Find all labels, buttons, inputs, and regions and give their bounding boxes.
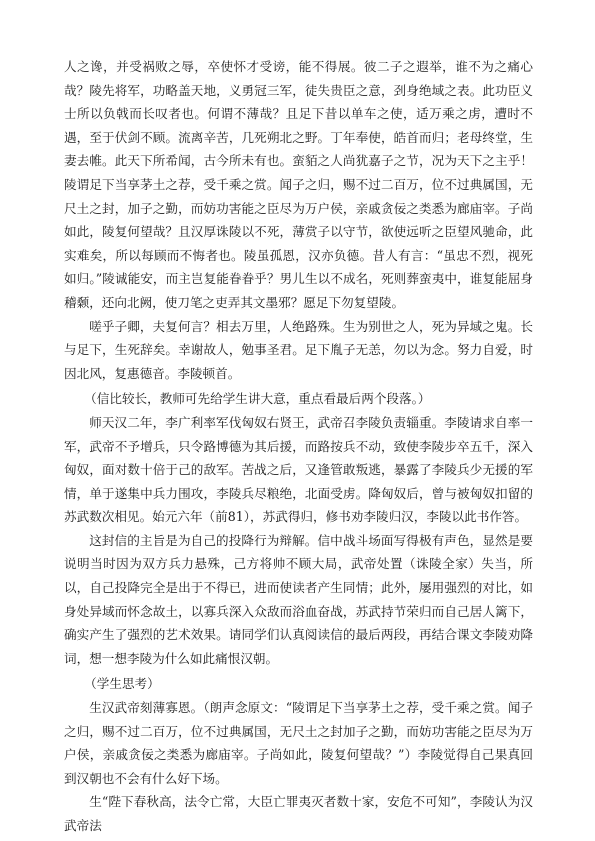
letter-closing-paragraph: 嗟乎子卿，夫复何言？相去万里，人绝路殊。生为别世之人，死为异域之鬼。长与足下，生死辞矣。幸谢故人，勉事圣君。足下胤子无恙，勿以为念。努力自爱，时因北风，复惠德音。李陵顿首。 [64, 318, 533, 381]
student-thinking-paragraph: （学生思考） [84, 676, 160, 692]
student-answer-paragraph: 生汉武帝刻薄寡恩。（朗声念原文：“陵谓足下当享茅土之荐，受千乘之赏。闻子之归，赐不过二百万，位不过典属国，无尺土之封加子之勤，而妨功害能之臣尽为万户侯，亲戚贪佞之类悉为廊庙宰。子尚如此，陵复何望哉？”）李陵觉得自己果真回到汉朝也不会有什么好下场。 [64, 700, 533, 786]
student-answer-paragraph-2: 生“陛下春秋高，法令亡常，大臣亡罪夷灭者数十家，安危不可知”，李陵认为汉武帝法 [64, 794, 533, 833]
background-paragraph: 师天汉二年，李广利率军伐匈奴右贤王，武帝召李陵负责辎重。李陵请求自率一军，武帝不予增兵，只令路博德为其后援，而路按兵不动，致使李陵步卒五千，深入匈奴，面对数十倍于己的敌军。苦战之后，又逢管敢叛逃，暴露了李陵兵少无援的军情，单于遂集中兵力围攻，李陵兵尽粮绝，北面受虏。降匈奴后，曾与被匈奴扣留的苏武数次相见。始元六年（前81），苏武得归，修书劝李陵归汉，李陵以此书作答。 [64, 414, 533, 525]
analysis-paragraph: 这封信的主旨是为自己的投降行为辩解。信中战斗场面写得极有声色，显然是要说明当时因为双方兵力悬殊，己方将帅不顾大局，武帝处置（诛陵全家）失当，所以，自己投降完全是出于不得已，进而使读者产生同情；此外，屡用强烈的对比，如身处异域而怀念故土，以寡兵深入众敌而浴血奋战，苏武持节荣归而自己居人篱下，确实产生了强烈的艺术效果。请同学们认真阅读信的最后两段，再结合课文李陵劝降词，想一想李陵为什么如此痛恨汉朝。 [64, 532, 533, 666]
teacher-note-paragraph: （信比较长，教师可先给学生讲大意，重点看最后两个段落。） [84, 391, 431, 407]
letter-continued-paragraph: 人之谗，并受祸败之辱，卒使怀才受谤，能不得展。彼二子之遐举，谁不为之痛心哉？陵先将军，功略盖天地，义勇冠三军，徒失贵臣之意，刭身绝域之表。此功臣义士所以负戟而长叹者也。何谓不薄哉？且足下昔以单车之使，适万乘之虏，遭时不遇，至于伏剑不顾。流离辛苦，几死朔北之野。丁年奉使，皓首而归；老母终堂，生妻去帷。此天下所希闻，古今所未有也。蛮貊之人尚犹嘉子之节，况为天下之主乎！陵谓足下当享茅土之荐，受千乘之赏。闻子之归，赐不过二百万，位不过典属国，无尺土之封，加子之勤，而妨功害能之臣尽为万户侯，亲戚贪佞之类悉为廊庙宰。子尚如此，陵复何望哉？且汉厚诛陵以不死，薄赏子以守节，欲使远听之臣望风驰命，此实难矣，所以每顾而不悔者也。陵虽孤恩，汉亦负德。昔人有言：“虽忠不烈，视死如归。”陵诚能安，而主岂复能眷眷乎？男儿生以不成名，死则葬蛮夷中，谁复能屈身稽颡，还向北阙，使刀笔之吏弄其文墨邪？愿足下勿复望陵。 [64, 59, 533, 310]
